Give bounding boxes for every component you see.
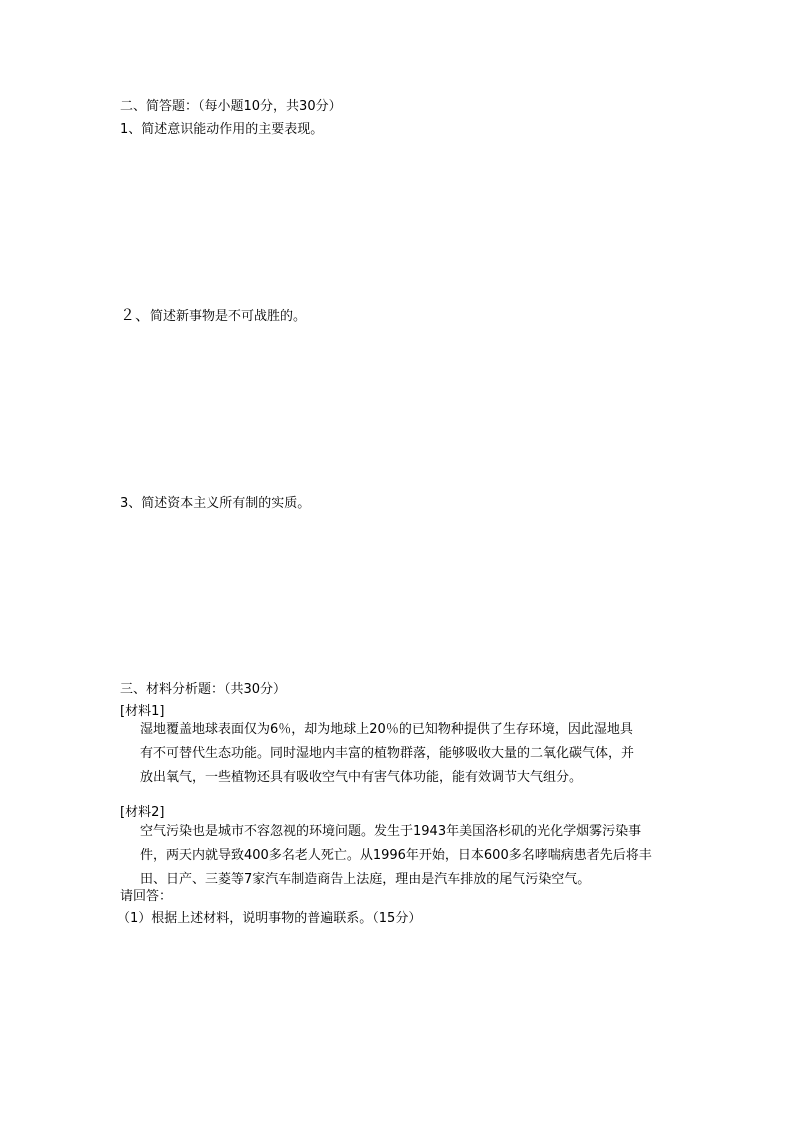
question-2	[120, 307, 306, 325]
material-1-label: [材料1]	[120, 704, 165, 719]
material-1-line: 放出氧气，一些植物还具有吸收空气中有害气体功能，能有效调节大气组分。	[140, 770, 583, 785]
material-2-line: 件，两天内就导致400多名老人死亡。从1996年开始，日本600多名哮喘病患者先后将丰	[140, 848, 652, 863]
section-2-heading: 二、简答题：（每小题10分，共30分）	[120, 99, 342, 114]
material-1-line: 有不可替代生态功能。同时湿地内丰富的植物群落，能够吸收大量的二氧化碳气体，并	[140, 746, 635, 761]
sub-question-1: （1）根据上述材料，说明事物的普遍联系。（15分）	[117, 911, 422, 926]
question-2-text: 简述新事物是不可战胜的。	[150, 309, 307, 324]
question-3: 3、简述资本主义所有制的实质。	[120, 496, 311, 511]
question-2-number: ２、	[120, 306, 151, 324]
question-1: 1、简述意识能动作用的主要表现。	[120, 122, 324, 137]
material-1-line: 湿地覆盖地球表面仅为6％，却为地球上20％的已知物种提供了生存环境，因此湿地具	[140, 722, 633, 737]
material-2-line: 田、日产、三菱等7家汽车制造商告上法庭，理由是汽车排放的尾气污染空气。	[140, 872, 591, 887]
answer-prompt: 请回答：	[120, 889, 173, 904]
material-1-text	[140, 718, 700, 790]
section-3-heading: 三、材料分析题：（共30分）	[120, 682, 287, 697]
material-2-label: [材料2]	[120, 805, 165, 820]
material-2-line: 空气污染也是城市不容忽视的环境问题。发生于1943年美国洛杉矶的光化学烟雾污染事	[140, 824, 642, 839]
material-2-text	[140, 820, 700, 892]
